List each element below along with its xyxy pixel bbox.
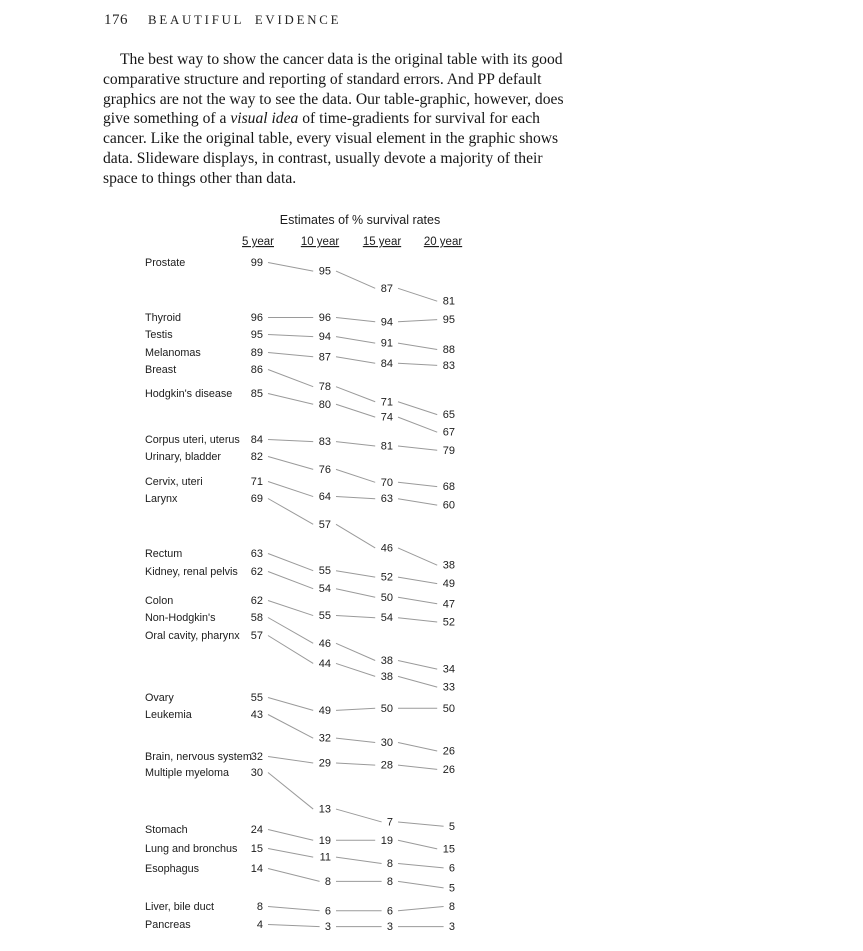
trend-line	[398, 840, 437, 849]
survival-value: 26	[442, 763, 455, 776]
trend-line	[268, 499, 313, 525]
trend-line	[336, 708, 375, 710]
trend-line	[398, 864, 444, 868]
survival-value: 13	[318, 803, 331, 816]
survival-value: 32	[250, 751, 263, 763]
survival-value: 26	[442, 745, 455, 758]
row-label: Oral cavity, pharynx	[145, 630, 240, 642]
survival-value: 60	[442, 499, 455, 512]
survival-value: 57	[250, 630, 263, 642]
trend-line	[268, 263, 313, 272]
trend-line	[336, 738, 375, 742]
trend-line	[268, 757, 313, 763]
trend-line	[268, 715, 313, 739]
survival-value: 49	[442, 578, 455, 591]
row-label: Testis	[145, 329, 173, 341]
survival-value: 50	[380, 591, 393, 604]
survival-value: 88	[442, 344, 455, 357]
survival-value: 46	[380, 542, 393, 555]
row-label: Esophagus	[145, 863, 200, 875]
survival-value: 57	[318, 518, 331, 531]
survival-value: 11	[319, 851, 331, 864]
survival-value: 30	[380, 736, 393, 749]
survival-value: 4	[256, 919, 263, 931]
survival-value: 43	[250, 709, 263, 721]
survival-value: 32	[318, 732, 331, 745]
survival-value: 50	[442, 702, 455, 715]
trend-line	[398, 577, 437, 583]
trend-line	[398, 343, 437, 349]
trend-line	[268, 601, 313, 616]
trend-line	[398, 907, 444, 911]
survival-value: 38	[380, 670, 393, 683]
trend-line	[336, 643, 375, 660]
trend-line	[268, 440, 313, 442]
survival-value: 54	[380, 612, 393, 625]
survival-value: 38	[442, 559, 455, 572]
trend-line	[336, 271, 375, 288]
survival-value: 83	[318, 436, 331, 449]
survival-value: 52	[380, 571, 393, 584]
column-header: 10 year	[300, 236, 340, 248]
survival-value: 3	[324, 921, 331, 934]
survival-value: 76	[318, 463, 331, 476]
survival-value: 96	[250, 312, 263, 324]
trend-line	[398, 822, 444, 826]
page-number: 176	[104, 12, 128, 28]
paragraph-text-after: of time-gradients for survival for each cancer. Like the original table, every visual element in the graphic shows data. Slideware displays, in contrast, usually devote a majority of their space to things other than data.	[103, 110, 559, 187]
trend-line	[268, 482, 313, 497]
survival-value: 95	[442, 314, 455, 327]
trend-line	[336, 857, 382, 863]
survival-value: 38	[380, 655, 393, 667]
column-header: 20 year	[423, 236, 463, 248]
trend-line	[268, 907, 320, 911]
row-label: Urinary, bladder	[145, 451, 222, 463]
survival-value: 64	[318, 491, 331, 504]
trend-line	[398, 482, 437, 486]
column-header: 15 year	[362, 236, 402, 248]
survival-value: 69	[250, 493, 263, 505]
row-label: Liver, bile duct	[145, 901, 215, 913]
trend-line	[336, 571, 375, 577]
survival-value: 8	[324, 875, 331, 888]
survival-value: 67	[442, 426, 455, 439]
survival-value: 15	[250, 843, 263, 855]
trend-line	[398, 742, 437, 751]
trend-line	[398, 881, 444, 887]
survival-value: 50	[380, 702, 393, 715]
row-label: Melanomas	[145, 347, 201, 359]
row-label: Brain, nervous system	[145, 751, 252, 763]
survival-value: 55	[318, 565, 331, 578]
survival-value: 62	[250, 595, 263, 607]
survival-value: 65	[442, 409, 455, 422]
paragraph-text-before: The best way to show the cancer data is the original table with its good comparative structure and reporting of standard errors. And PP default graphics are not the way to see the data. Our table-graphic, however, does give something of a	[103, 51, 564, 128]
trend-line	[268, 353, 313, 357]
trend-line	[336, 404, 375, 417]
survival-value: 29	[318, 757, 331, 770]
survival-value: 55	[318, 610, 331, 623]
survival-value: 8	[386, 875, 393, 888]
trend-line	[336, 387, 375, 402]
survival-value: 82	[250, 451, 263, 463]
trend-line	[398, 597, 437, 603]
trend-line	[336, 469, 375, 482]
row-label: Larynx	[145, 493, 178, 505]
survival-value: 83	[442, 359, 455, 372]
chart-title: Estimates of % survival rates	[279, 213, 441, 227]
row-label: Corpus uteri, uterus	[145, 434, 240, 446]
row-label: Leukemia	[145, 709, 192, 721]
survival-value: 47	[442, 598, 455, 611]
survival-value: 89	[250, 347, 263, 359]
survival-value: 34	[442, 663, 455, 676]
survival-value: 5	[448, 882, 455, 895]
survival-value: 91	[380, 337, 393, 350]
row-label: Lung and bronchus	[145, 843, 238, 855]
survival-value: 63	[250, 548, 263, 560]
trend-line	[336, 663, 375, 676]
survival-value: 86	[250, 364, 263, 376]
survival-value: 54	[318, 583, 331, 596]
survival-value: 85	[250, 388, 263, 400]
row-label: Ovary	[145, 692, 174, 704]
row-label: Stomach	[145, 824, 188, 836]
row-label: Colon	[145, 595, 174, 607]
survival-value: 19	[380, 834, 393, 847]
survival-value: 58	[250, 612, 263, 624]
survival-value: 8	[448, 901, 455, 913]
row-label: Multiple myeloma	[145, 767, 230, 779]
survival-value: 62	[250, 566, 263, 578]
trend-line	[398, 676, 437, 687]
trend-line	[398, 499, 437, 505]
survival-value: 84	[250, 434, 263, 446]
survival-value: 33	[442, 681, 455, 694]
trend-line	[398, 363, 437, 365]
survival-value: 94	[318, 331, 331, 344]
survival-value: 74	[380, 411, 393, 424]
survival-value: 3	[448, 921, 455, 934]
survival-value: 6	[386, 905, 393, 918]
survival-value: 49	[318, 704, 331, 717]
survival-value: 94	[380, 316, 393, 329]
trend-line	[336, 589, 375, 598]
row-label: Pancreas	[145, 919, 191, 931]
trend-line	[268, 925, 320, 927]
row-label: Hodgkin's disease	[145, 388, 233, 400]
trend-line	[268, 370, 313, 387]
survival-value: 55	[250, 692, 263, 704]
survival-value: 87	[380, 282, 393, 295]
survival-value: 8	[256, 901, 263, 913]
book-title: BEAUTIFUL EVIDENCE	[148, 13, 342, 27]
trend-line	[268, 457, 313, 470]
survival-value: 7	[386, 816, 393, 829]
trend-line	[268, 394, 313, 405]
row-label: Non-Hodgkin's	[145, 612, 216, 624]
survival-value: 80	[318, 398, 331, 411]
survival-value: 44	[318, 657, 331, 670]
survival-value: 30	[250, 767, 263, 779]
trend-line	[336, 318, 375, 322]
trend-line	[268, 830, 313, 841]
trend-line	[268, 773, 313, 810]
trend-line	[398, 288, 437, 301]
survival-value: 84	[380, 357, 393, 370]
trend-line	[336, 442, 375, 446]
row-label: Prostate	[145, 257, 186, 269]
row-label: Thyroid	[145, 312, 182, 324]
row-label: Breast	[145, 364, 177, 376]
trend-line	[336, 357, 375, 363]
survival-value: 19	[318, 834, 331, 847]
survival-value: 79	[442, 444, 455, 457]
trend-line	[398, 417, 437, 432]
survival-value: 28	[380, 759, 393, 772]
trend-line	[336, 497, 375, 499]
survival-value: 71	[250, 476, 263, 488]
survival-value: 46	[318, 637, 331, 650]
survival-value: 6	[324, 905, 331, 918]
trend-line	[268, 698, 313, 711]
italic-phrase: visual idea	[230, 110, 299, 128]
trend-line	[268, 849, 313, 858]
trend-line	[398, 320, 437, 322]
survival-value: 70	[380, 476, 393, 489]
trend-line	[336, 809, 382, 822]
row-label: Cervix, uteri	[145, 476, 203, 488]
survival-value: 24	[250, 824, 263, 836]
trend-line	[398, 548, 437, 565]
row-label: Rectum	[145, 548, 183, 560]
survival-value: 99	[250, 257, 263, 269]
trend-line	[398, 765, 437, 769]
survival-value: 78	[318, 381, 331, 394]
survival-value: 96	[318, 312, 331, 324]
survival-value: 87	[318, 351, 331, 364]
trend-line	[336, 524, 375, 548]
trend-line	[268, 335, 313, 337]
survival-value: 3	[386, 921, 393, 934]
survival-value: 52	[442, 616, 455, 629]
survival-value: 15	[442, 843, 455, 856]
survival-value: 81	[442, 295, 455, 308]
survival-value: 95	[250, 329, 263, 341]
row-label: Kidney, renal pelvis	[145, 566, 238, 578]
survival-value: 71	[380, 396, 393, 409]
survival-value: 5	[448, 820, 455, 833]
survival-value: 8	[386, 858, 393, 871]
trend-line	[336, 763, 375, 765]
trend-line	[336, 616, 375, 618]
trend-line	[398, 618, 437, 622]
trend-line	[268, 869, 320, 882]
trend-line	[268, 554, 313, 571]
trend-line	[398, 446, 437, 450]
trend-line	[398, 661, 437, 670]
survival-value: 63	[380, 493, 393, 506]
survival-value: 14	[250, 863, 263, 875]
trend-line	[336, 337, 375, 343]
column-header: 5 year	[242, 236, 274, 248]
survival-value: 6	[448, 862, 455, 875]
trend-line	[398, 402, 437, 415]
survival-value: 68	[442, 481, 455, 494]
trend-line	[268, 572, 313, 589]
survival-value: 81	[380, 440, 393, 453]
survival-value: 95	[318, 265, 331, 278]
